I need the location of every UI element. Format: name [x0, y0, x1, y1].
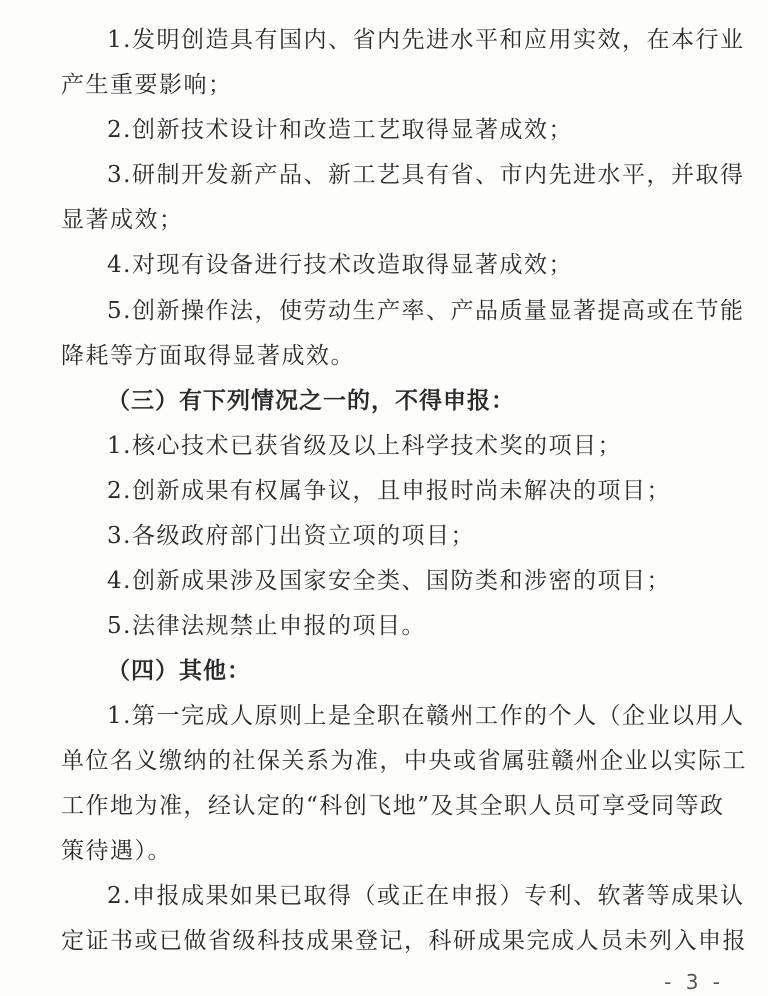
other-2-line-2: 定证书或已做省级科技成果登记，科研成果完成人员未列入申报	[61, 928, 747, 954]
exclusion-4: 4.创新成果涉及国家安全类、国防类和涉密的项目；	[107, 568, 671, 594]
exclusion-2: 2.创新成果有权属争议，且申报时尚未解决的项目；	[107, 478, 671, 504]
item-4: 4.对现有设备进行技术改造取得显著成效；	[107, 252, 573, 278]
section-4-heading: （四）其他：	[107, 658, 251, 684]
item-3-line-2: 显著成效；	[61, 207, 184, 233]
exclusion-3: 3.各级政府部门出资立项的项目；	[107, 523, 475, 549]
item-2: 2.创新技术设计和改造工艺取得显著成效；	[107, 117, 573, 143]
item-5-line-1: 5.创新操作法，使劳动生产率、产品质量显著提高或在节能	[107, 298, 745, 324]
other-1-line-2: 单位名义缴纳的社保关系为准，中央或省属驻赣州企业以实际工	[61, 748, 747, 774]
exclusion-5: 5.法律法规禁止申报的项目。	[107, 613, 426, 639]
other-1-line-4: 策待遇）。	[61, 838, 172, 864]
exclusion-1: 1.核心技术已获省级及以上科学技术奖的项目；	[107, 433, 622, 459]
other-2-line-1: 2.申报成果如果已取得（或正在申报）专利、软著等成果认	[107, 883, 745, 909]
other-1-line-3: 工作地为准，经认定的“科创飞地”及其全职人员可享受同等政	[61, 793, 725, 819]
item-3-line-1: 3.研制开发新产品、新工艺具有省、市内先进水平，并取得	[107, 162, 745, 188]
item-1-line-1: 1.发明创造具有国内、省内先进水平和应用实效，在本行业	[107, 27, 745, 53]
page-number: - 3 -	[664, 970, 724, 994]
item-1-line-2: 产生重要影响；	[61, 72, 233, 98]
item-5-line-2: 降耗等方面取得显著成效。	[61, 343, 355, 369]
section-3-heading: （三）有下列情况之一的，不得申报：	[107, 388, 515, 414]
other-1-line-1: 1.第一完成人原则上是全职在赣州工作的个人（企业以用人	[107, 703, 745, 729]
